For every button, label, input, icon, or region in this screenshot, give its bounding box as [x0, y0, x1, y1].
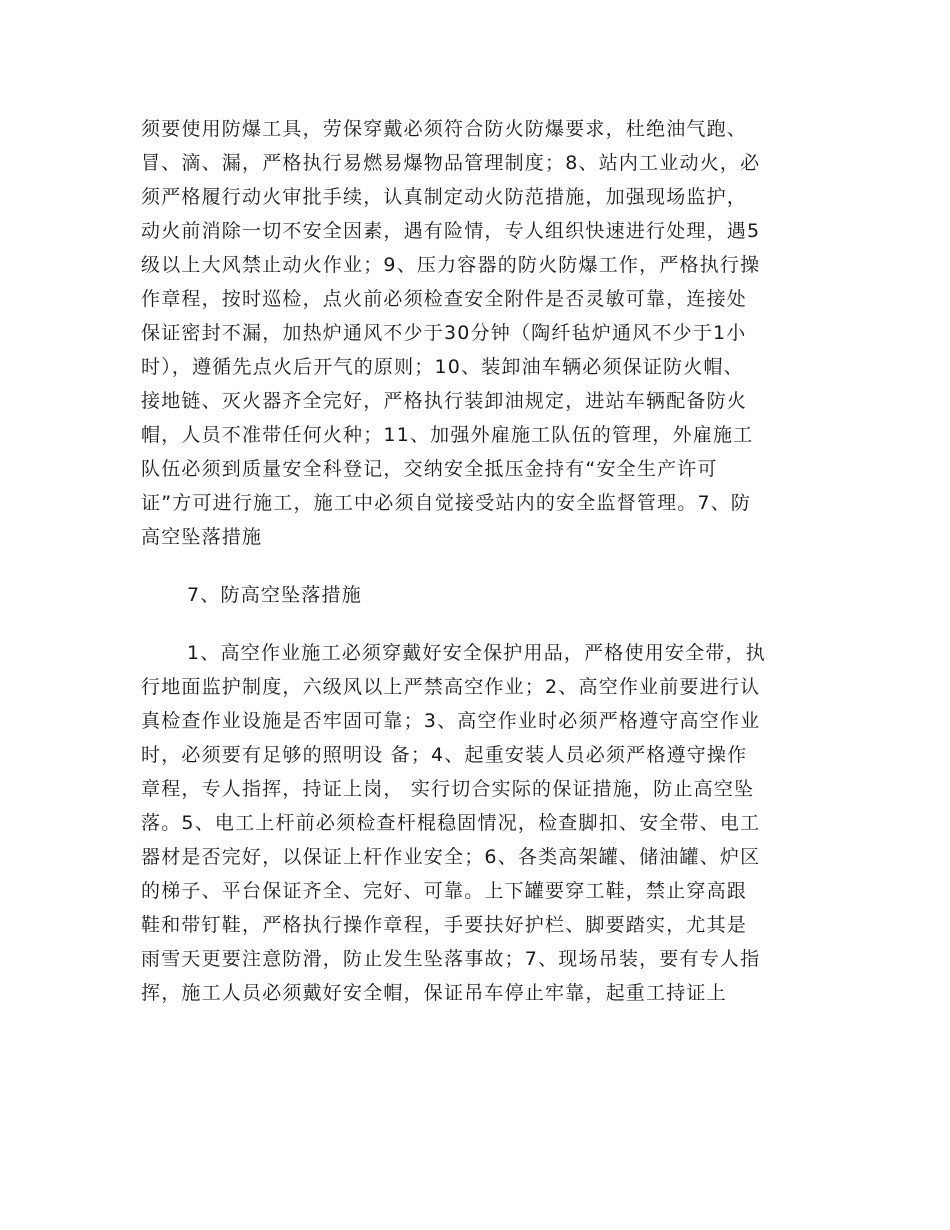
paragraph-1-line-2: 冒、滴、漏，严格执行易燃易爆物品管理制度；8、站内工业动火，必	[141, 152, 761, 174]
paragraph-1-line-13: 高空坠落措施	[141, 526, 263, 548]
paragraph-2-line-8: 的梯子、平台保证齐全、完好、可靠。上下罐要穿工鞋，禁止穿高跟	[141, 880, 748, 902]
paragraph-1-line-7: 保证密封不漏，加热炉通风不少于30分钟（陶纤毡炉通风不少于1小	[141, 322, 747, 344]
paragraph-2-line-6: 落。5、电工上杆前必须检查杆棍稳固情况，检查脚扣、安全带、电工	[141, 812, 761, 834]
paragraph-1-line-12: 证”方可进行施工，施工中必须自觉接受站内的安全监督管理。7、防	[141, 492, 752, 514]
paragraph-1-line-9: 接地链、灭火器齐全完好，严格执行装卸油规定，进站车辆配备防火	[141, 390, 748, 412]
paragraph-2-line-3: 真检查作业设施是否牢固可靠；3、高空作业时必须严格遵守高空作业	[141, 710, 761, 732]
paragraph-1-line-8: 时），遵循先点火后开气的原则；10、装卸油车辆必须保证防火帽、	[141, 356, 744, 378]
paragraph-2-line-4: 时，必须要有足够的照明设 备；4、起重安装人员必须严格遵守操作	[141, 744, 748, 766]
paragraph-1-line-5: 级以上大风禁止动火作业；9、压力容器的防火防爆工作，严格执行操	[141, 254, 761, 276]
paragraph-1-line-4: 动火前消除一切不安全因素，遇有险情，专人组织快速进行处理，遇5	[141, 220, 761, 242]
paragraph-2-line-7: 器材是否完好，以保证上杆作业安全；6、各类高架罐、储油罐、炉区	[141, 846, 761, 868]
paragraph-2-line-10: 雨雪天更要注意防滑，防止发生坠落事故；7、现场吊装，要有专人指	[141, 948, 761, 970]
paragraph-1-line-6: 作章程，按时巡检，点火前必须检查安全附件是否灵敏可靠，连接处	[141, 288, 748, 310]
paragraph-2-line-5: 章程，专人指挥，持证上岗， 实行切合实际的保证措施，防止高空坠	[141, 778, 755, 800]
paragraph-1-line-10: 帽，人员不准带任何火种；11、加强外雇施工队伍的管理，外雇施工	[141, 424, 754, 446]
paragraph-1-line-1: 须要使用防爆工具，劳保穿戴必须符合防火防爆要求，杜绝油气跑、	[141, 118, 748, 140]
paragraph-2-line-9: 鞋和带钉鞋，严格执行操作章程，手要扶好护栏、脚要踏实，尤其是	[141, 914, 748, 936]
paragraph-1-line-3: 须严格履行动火审批手续，认真制定动火防范措施，加强现场监护，	[141, 186, 748, 208]
paragraph-2-line-1: 1、高空作业施工必须穿戴好安全保护用品，严格使用安全带，执	[187, 642, 766, 664]
paragraph-2-line-2: 行地面监护制度，六级风以上严禁高空作业；2、高空作业前要进行认	[141, 676, 761, 698]
paragraph-2-line-11: 挥，施工人员必须戴好安全帽，保证吊车停止牢靠，起重工持证上	[141, 982, 727, 1004]
section-heading: 7、防高空坠落措施	[187, 584, 362, 606]
paragraph-1-line-11: 队伍必须到质量安全科登记，交纳安全抵压金持有“安全生产许可	[141, 458, 718, 480]
